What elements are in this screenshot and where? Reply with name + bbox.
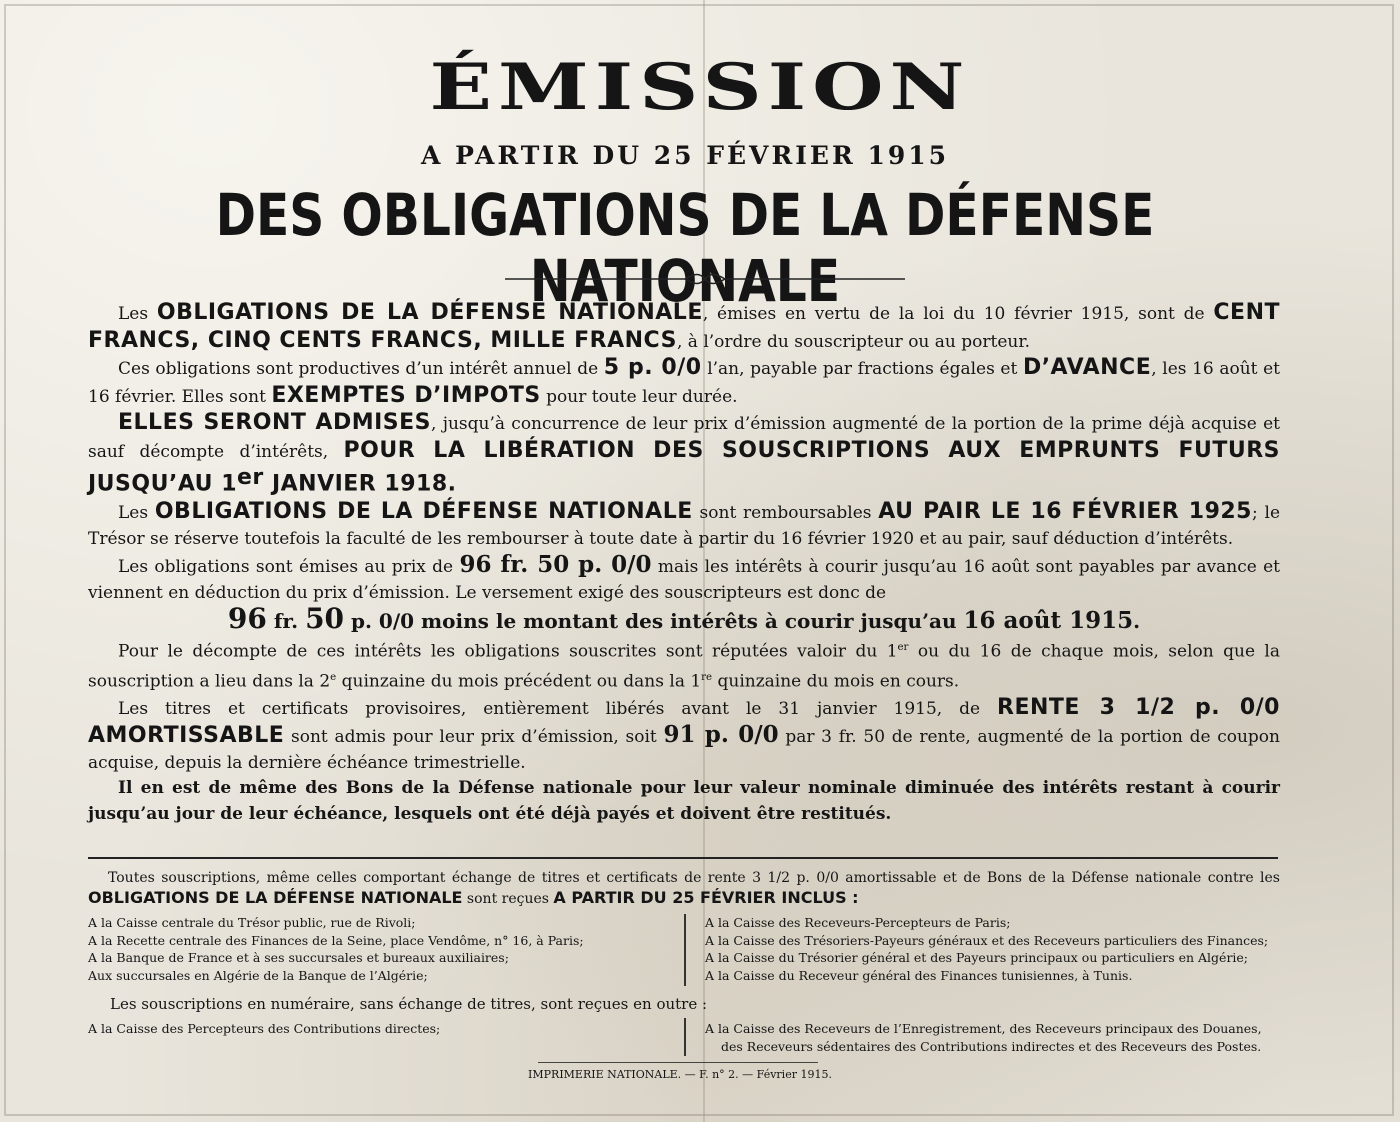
paragraph-rente xyxy=(88,695,1280,777)
superscript: er xyxy=(237,465,264,490)
imprint-rule xyxy=(538,1062,818,1063)
list-item: A la Banque de France et à ses succursales et bureaux auxiliaires; xyxy=(88,950,509,965)
text: . xyxy=(1133,609,1141,634)
text-caps: POUR LA LIBÉRATION DES SOUSCRIPTIONS AUX EMPRUNTS FUTURS JUSQU’AU 1 xyxy=(88,437,1280,497)
list-item: Aux succursales en Algérie de la Banque de l’Algérie; xyxy=(88,967,428,983)
text: p. 0/0 moins le montant des intérêts à courir jusqu’au xyxy=(344,609,964,634)
text: Il en est de même des Bons de la Défense nationale pour leur valeur nominale diminuée des intérêts restant à courir jusqu’au jour de leur échéance, lesquels ont été déjà payés et doivent être restitués. xyxy=(88,778,1280,824)
places-right xyxy=(705,914,1285,984)
text: , à l’ordre du souscripteur ou au porteur. xyxy=(676,331,1031,352)
text: par 3 fr. 50 de rente, augmenté de la portion de coupon acquise, depuis la dernière échéance trimestrielle. xyxy=(88,727,1280,773)
text-caps: OBLIGATIONS DE LA DÉFENSE NATIONALE xyxy=(154,499,693,525)
price-francs: 96 xyxy=(227,602,267,636)
list-item: A la Caisse des Percepteurs des Contributions directes; xyxy=(88,1021,441,1036)
text-bold: 91 p. 0/0 xyxy=(663,721,779,749)
text: Les xyxy=(118,304,157,324)
text-caps: AU PAIR LE 16 FÉVRIER 1925 xyxy=(878,499,1252,525)
text: , jusqu’à concurrence de leur prix d’émission augmenté de la portion de la prime déjà acquise et sauf décompte d’intérêts, xyxy=(88,414,1280,462)
list-item: A la Caisse centrale du Trésor public, rue de Rivoli; xyxy=(88,915,416,930)
cash-intro: Les souscriptions en numéraire, sans échange de titres, sont reçues en outre : xyxy=(110,995,708,1013)
paragraph-price xyxy=(88,552,1280,606)
text-caps: CENT FRANCS, CINQ CENTS FRANCS, MILLE FRANCS xyxy=(88,300,1280,353)
body-text xyxy=(88,300,1280,827)
list-item: A la Caisse du Trésorier général et des Payeurs principaux ou particuliers en Algérie; xyxy=(705,950,1249,965)
text: Ces obligations sont productives d’un intérêt annuel de xyxy=(118,359,604,379)
text: fr. xyxy=(266,609,306,634)
poster-title: ÉMISSION xyxy=(429,49,971,125)
text: Les xyxy=(118,503,155,524)
text: pour toute leur durée. xyxy=(540,386,738,407)
list-item: A la Caisse du Receveur général des Finances tunisiennes, à Tunis. xyxy=(705,967,1133,983)
text-caps: ELLES SERONT ADMISES xyxy=(118,410,432,435)
list-item: A la Caisse des Receveurs de l’Enregistrement, des Receveurs principaux des Douanes, xyxy=(705,1021,1262,1036)
text: ; le Trésor se réserve toutefois la faculté de les rembourser à toute date à partir du 16 février 1920 et au pair, sauf déduction d’intérêts. xyxy=(88,503,1280,549)
text: quinzaine du mois précédent ou dans la 1 xyxy=(336,671,702,692)
text-bold: 96 fr. 50 p. 0/0 xyxy=(459,551,652,579)
superscript: er xyxy=(897,641,909,653)
text: Les obligations sont émises au prix de xyxy=(118,557,460,578)
imprint: IMPRIMERIE NATIONALE. — F. n° 2. — Février 1915. xyxy=(528,1068,832,1081)
cash-right xyxy=(705,1020,1285,1055)
paragraph-interest xyxy=(88,355,1280,410)
text-caps: JANVIER 1918. xyxy=(263,471,457,497)
text-caps: EXEMPTES D’IMPOTS xyxy=(271,382,541,408)
paragraph-interest-count xyxy=(88,635,1280,695)
price-line xyxy=(88,602,1280,636)
list-item: A la Caisse des Receveurs-Percepteurs de Paris; xyxy=(705,915,1011,930)
section-rule xyxy=(88,857,1278,859)
list-item: A la Caisse des Trésoriers-Payeurs généraux et des Receveurs particuliers des Finances; xyxy=(705,932,1269,948)
paragraph-denominations xyxy=(88,300,1280,355)
poster-headline: DES OBLIGATIONS DE LA DÉFENSE NATIONALE xyxy=(215,181,1155,315)
text: sont reçues xyxy=(462,891,554,907)
superscript: e xyxy=(330,671,337,683)
places-left xyxy=(88,914,678,984)
text-caps: D’AVANCE xyxy=(1022,355,1152,380)
text: quinzaine du mois en cours. xyxy=(712,671,960,692)
text: mais les intérêts à courir jusqu’au 16 août sont payables par avance et viennent en déduction du prix d’émission. Le versement exigé des souscripteurs est donc de xyxy=(88,557,1281,603)
text-caps: OBLIGATIONS DE LA DÉFENSE NATIONALE xyxy=(156,300,703,325)
text-caps: RENTE 3 1/2 p. 0/0 AMORTISSABLE xyxy=(88,694,1280,749)
paragraph-admission xyxy=(88,410,1280,499)
text: sont admis pour leur prix d’émission, soit xyxy=(284,727,664,748)
text: , émises en vertu de la loi du 10 février 1915, sont de xyxy=(702,304,1214,324)
text: Toutes souscriptions, même celles comportant échange de titres et certificats de rente 3 1/2 p. 0/0 amortissable et de Bons de la Défense nationale contre les xyxy=(108,870,1280,886)
poster-subtitle: A PARTIR DU 25 FÉVRIER 1915 xyxy=(420,141,950,170)
subscription-notice xyxy=(88,868,1280,909)
text: sont remboursables xyxy=(692,503,879,524)
text: ou du 16 de chaque mois, selon que la souscription a lieu dans la 2 xyxy=(88,641,1280,692)
text: , les 16 août et 16 février. Elles sont xyxy=(88,359,1280,407)
cash-left xyxy=(88,1020,678,1038)
ornament-divider xyxy=(505,273,905,285)
list-item: des Receveurs sédentaires des Contributions indirectes et des Receveurs des Postes. xyxy=(721,1038,1262,1054)
text-caps: OBLIGATIONS DE LA DÉFENSE NATIONALE xyxy=(88,888,463,907)
paragraph-repayment xyxy=(88,499,1280,552)
price-cents: 50 xyxy=(305,602,345,636)
text: Pour le décompte de ces intérêts les obligations souscrites sont réputées valoir du 1 xyxy=(118,641,898,662)
paragraph-bons xyxy=(88,776,1280,827)
list-item: A la Recette centrale des Finances de la Seine, place Vendôme, n° 16, à Paris; xyxy=(88,932,584,948)
text: Les titres et certificats provisoires, entièrement libérés avant le 31 janvier 1915, de xyxy=(118,698,998,719)
column-divider xyxy=(684,914,686,986)
column-divider xyxy=(684,1018,686,1056)
superscript: re xyxy=(701,671,713,683)
text-caps: 5 p. 0/0 xyxy=(603,355,702,380)
price-date: 16 août 1915 xyxy=(963,607,1134,635)
text: l’an, payable par fractions égales et xyxy=(701,359,1023,379)
text-caps: A PARTIR DU 25 FÉVRIER INCLUS : xyxy=(553,888,859,907)
